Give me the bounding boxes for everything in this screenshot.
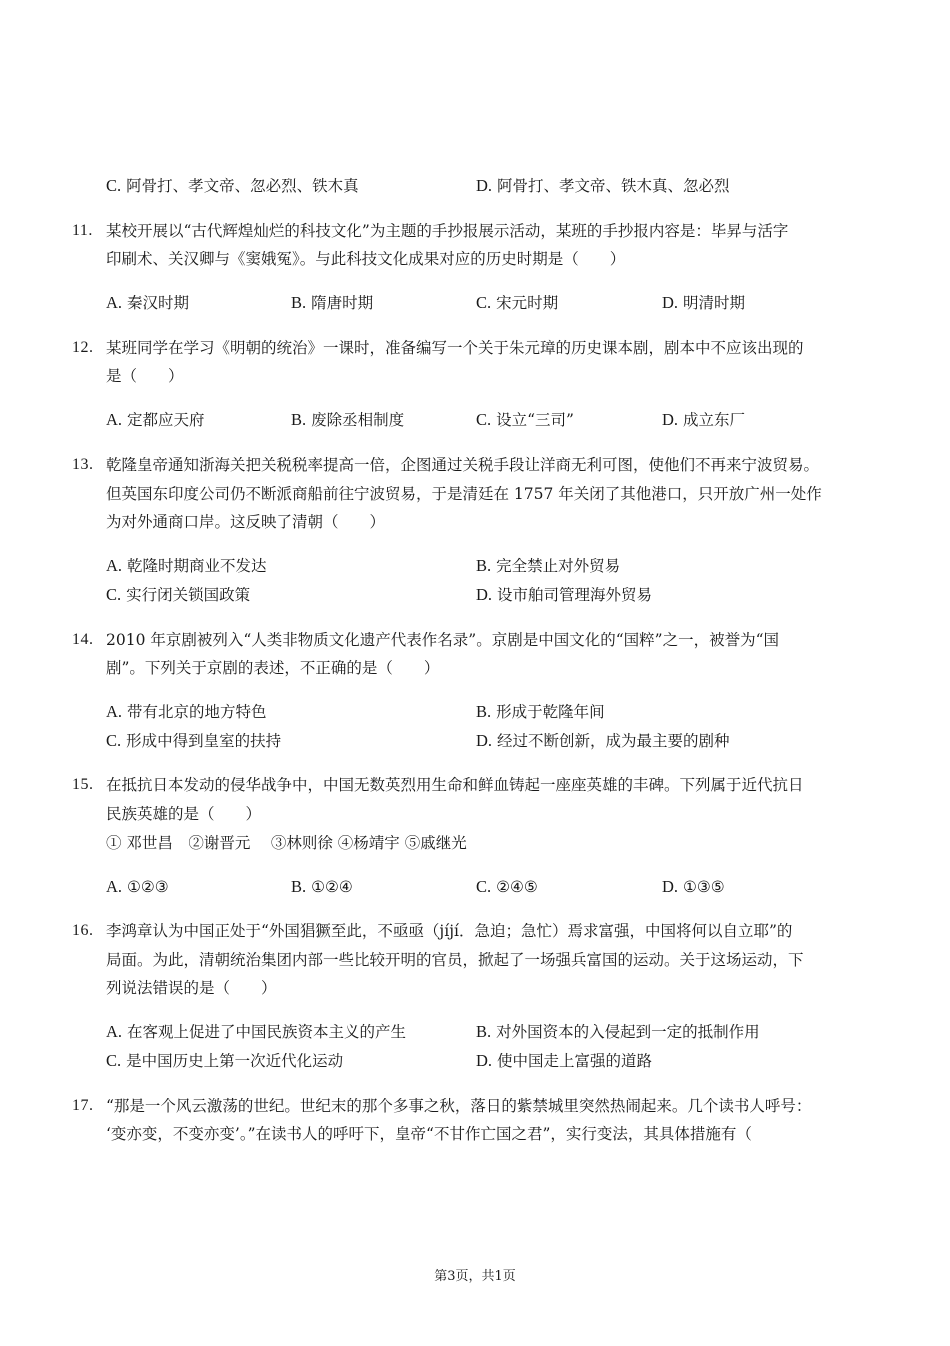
- q11-option-b: B. 隋唐时期: [291, 293, 374, 312]
- q16-option-d: D. 使中国走上富强的道路: [476, 1051, 652, 1070]
- q17-line-1: “那是一个风云激荡的世纪。世纪末的那个多事之秋，落日的紫禁城里突然热闹起来。几个读书人呼号：: [106, 1097, 812, 1115]
- q15-number: 15.: [72, 776, 94, 793]
- q11-line-2: 印刷术、关汉卿与《窦娥冤》。与此科技文化成果对应的历史时期是（ ）: [106, 250, 626, 268]
- q16-line-2: 局面。为此，清朝统治集团内部一些比较开明的官员，掀起了一场强兵富国的运动。关于这场运动，下: [106, 951, 804, 969]
- q15-option-b: B. ①②④: [291, 877, 353, 896]
- q15-option-a: A. ①②③: [106, 877, 169, 896]
- q12-line-1: 某班同学在学习《明朝的统治》一课时，准备编写一个关于朱元璋的历史课本剧，剧本中不应该出现的: [106, 339, 804, 357]
- q16-line-1: 李鸿章认为中国正处于“外国猖獗至此，不亟亟（jíjí．急迫；急忙）焉求富强，中国将何以自立耶”的: [106, 922, 793, 940]
- q15-line-1: 在抵抗日本发动的侵华战争中，中国无数英烈用生命和鲜血铸起一座座英雄的丰碑。下列属于近代抗日: [106, 776, 804, 794]
- q11-option-c: C. 宋元时期: [476, 293, 559, 312]
- q12-line-2: 是（ ）: [106, 367, 184, 385]
- q13-option-a: A. 乾隆时期商业不发达: [106, 556, 267, 575]
- q17-number: 17.: [72, 1097, 94, 1114]
- q15-option-d: D. ①③⑤: [662, 877, 725, 896]
- q13-option-d: D. 设市舶司管理海外贸易: [476, 585, 652, 604]
- q14-line-1: 2010 年京剧被列入“人类非物质文化遗产代表作名录”。京剧是中国文化的“国粹”之一，被誉为“国: [106, 631, 779, 649]
- q15-option-c: C. ②④⑤: [476, 877, 538, 896]
- q16-line-3: 列说法错误的是（ ）: [106, 979, 277, 997]
- q11-number: 11.: [72, 222, 93, 239]
- q16-option-a: A. 在客观上促进了中国民族资本主义的产生: [106, 1022, 406, 1041]
- q14-option-a: A. 带有北京的地方特色: [106, 702, 267, 721]
- q11-option-d: D. 明清时期: [662, 293, 745, 312]
- q13-option-c: C. 实行闭关锁国政策: [106, 585, 251, 604]
- q14-line-2: 剧”。下列关于京剧的表述，不正确的是（ ）: [106, 659, 440, 677]
- q13-line-2: 但英国东印度公司仍不断派商船前往宁波贸易，于是清廷在 1757 年关闭了其他港口，只开放广州一处作: [106, 485, 822, 503]
- q12-option-d: D. 成立东厂: [662, 410, 745, 429]
- q14-option-d: D. 经过不断创新，成为最主要的剧种: [476, 731, 730, 750]
- q11-line-1: 某校开展以“古代辉煌灿烂的科技文化”为主题的手抄报展示活动，某班的手抄报内容是：毕昇与活字: [106, 222, 789, 240]
- q17-line-2: ‘变亦变，不变亦变’。”在读书人的呼吁下，皇帝“不甘作亡国之君”，实行变法，其具体措施有（: [106, 1125, 752, 1143]
- q11-option-a: A. 秦汉时期: [106, 293, 189, 312]
- q10-option-d: D. 阿骨打、孝文帝、铁木真、忽必烈: [476, 176, 730, 195]
- q13-line-1: 乾隆皇帝通知浙海关把关税税率提高一倍，企图通过关税手段让洋商无利可图，使他们不再来宁波贸易。: [106, 456, 820, 474]
- q12-option-b: B. 废除丞相制度: [291, 410, 405, 429]
- q15-line-2: 民族英雄的是（ ）: [106, 805, 262, 823]
- q14-number: 14.: [72, 631, 94, 648]
- q14-option-c: C. 形成中得到皇室的扶持: [106, 731, 282, 750]
- q13-option-b: B. 完全禁止对外贸易: [476, 556, 621, 575]
- q12-option-c: C. 设立“三司”: [476, 410, 574, 429]
- page-footer: 第3页，共1页: [434, 1269, 516, 1284]
- q10-option-c: C. 阿骨打、孝文帝、忽必烈、铁木真: [106, 176, 359, 195]
- q16-option-c: C. 是中国历史上第一次近代化运动: [106, 1051, 344, 1070]
- q15-line-3: ① 邓世昌 ②谢晋元 ③林则徐 ④杨靖宇 ⑤戚继光: [106, 834, 467, 852]
- q16-number: 16.: [72, 922, 94, 939]
- q13-number: 13.: [72, 456, 94, 473]
- q14-option-b: B. 形成于乾隆年间: [476, 702, 605, 721]
- q12-number: 12.: [72, 339, 94, 356]
- q16-option-b: B. 对外国资本的入侵起到一定的抵制作用: [476, 1022, 760, 1041]
- q12-option-a: A. 定都应天府: [106, 410, 205, 429]
- q13-line-3: 为对外通商口岸。这反映了清朝（ ）: [106, 513, 386, 531]
